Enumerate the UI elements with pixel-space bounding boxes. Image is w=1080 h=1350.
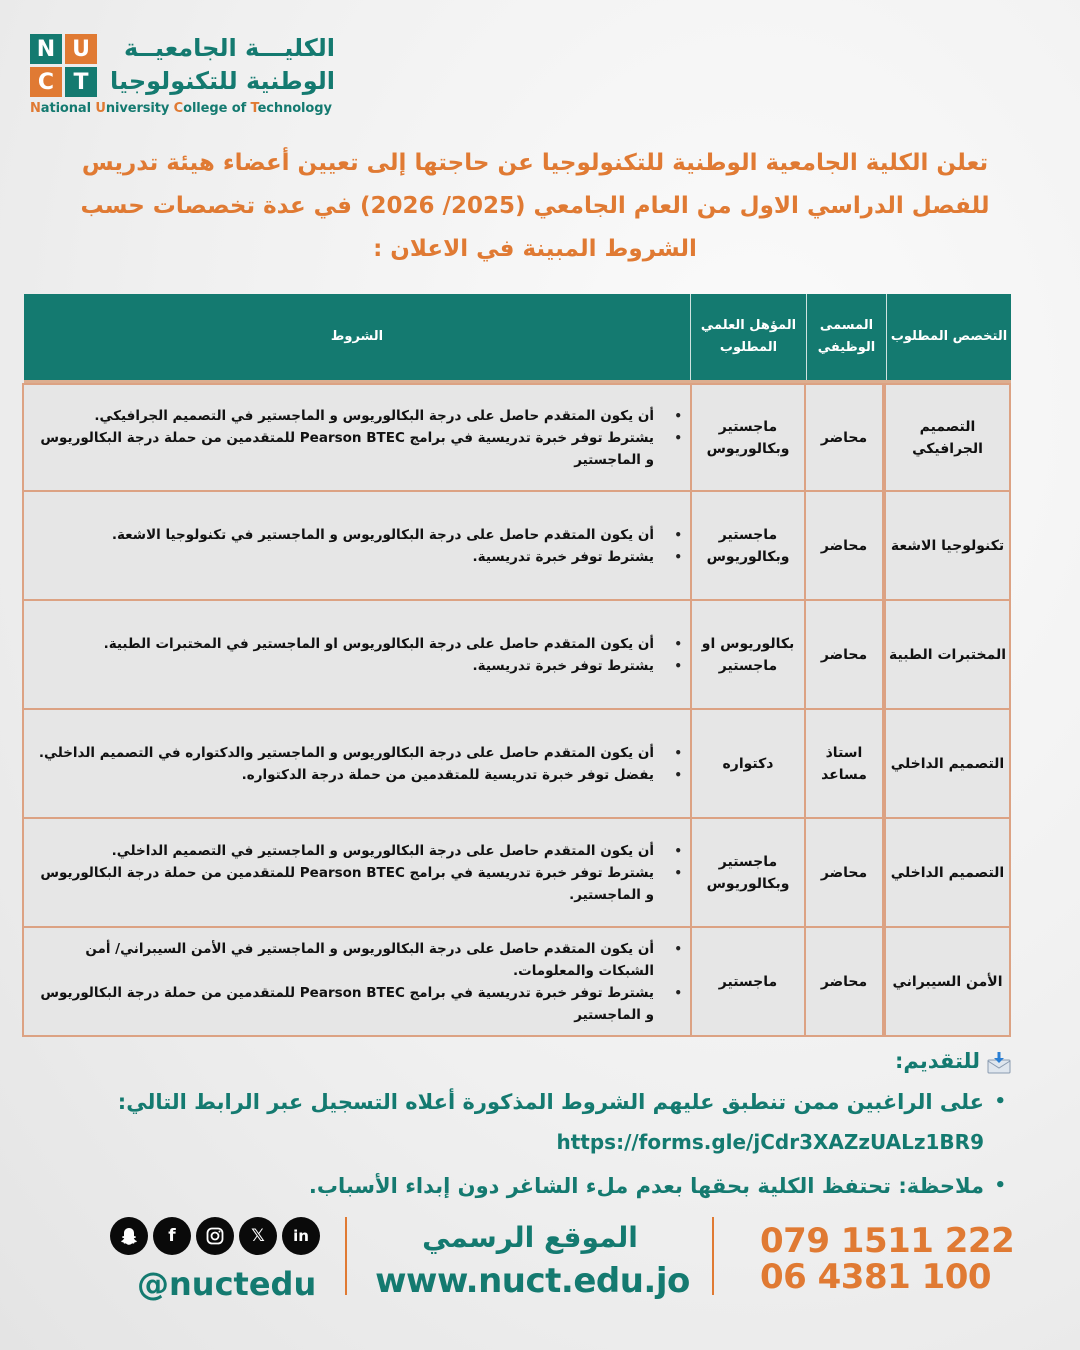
logo-en-part: U <box>95 101 106 116</box>
cell-specialization: التصميم الداخلي <box>884 817 1011 928</box>
cell-conditions <box>22 817 692 928</box>
table-row <box>24 710 1011 819</box>
cell-qualification: بكالوريوس او ماجستير <box>690 599 806 710</box>
logo-arabic-line-1: الكليـــة الجامعيــة <box>123 34 335 62</box>
header-specialization: التخصص المطلوب <box>886 294 1011 380</box>
table-row <box>24 383 1011 492</box>
apply-instruction: • على الراغبين ممن تنطبق عليهم الشروط المذكورة أعلاه التسجيل عبر الرابط التالي: <box>24 1082 1010 1122</box>
phone-mobile[interactable]: 079 1511 222 <box>760 1221 1015 1261</box>
table-header <box>24 294 1011 380</box>
logo-en-part: ollege of <box>183 101 251 116</box>
contact-footer <box>0 1205 1080 1310</box>
logo-letter-c: C <box>30 67 62 97</box>
cell-job-title: محاضر <box>804 383 884 492</box>
apply-section <box>24 1044 1010 1206</box>
facebook-icon[interactable]: f <box>153 1217 191 1255</box>
cell-conditions <box>22 490 692 601</box>
table-row <box>24 601 1011 710</box>
conditions-list <box>32 840 660 906</box>
logo-letter-t: T <box>65 67 97 97</box>
header-job-title: المسمى الوظيفي <box>806 294 886 380</box>
nuct-logo <box>30 34 335 119</box>
apply-title: للتقديم: <box>894 1049 980 1073</box>
apply-note: • ملاحظة: تحتفظ الكلية بحقها بعدم ملء الشاغر دون إبداء الأسباب. <box>24 1166 1010 1206</box>
instagram-icon[interactable] <box>196 1217 234 1255</box>
logo-en-part: niversity <box>105 101 174 116</box>
announcement-headline: تعلن الكلية الجامعية الوطنية للتكنولوجيا عن حاجتها إلى تعيين أعضاء هيئة تدريس للفصل الدراسي الاول من العام الجامعي (2025/ 2026) في عدة تخصصات حسب الشروط المبينة في الاعلان : <box>80 150 990 262</box>
cell-specialization: المختبرات الطبية <box>884 599 1011 710</box>
social-icons <box>110 1217 320 1255</box>
apply-note-list <box>24 1166 1010 1206</box>
divider <box>345 1217 347 1295</box>
cell-job-title: محاضر <box>804 599 884 710</box>
cell-specialization: الأمن السيبراني <box>884 926 1011 1037</box>
inbox-envelope-icon <box>986 1050 1012 1072</box>
cell-job-title: محاضر <box>804 817 884 928</box>
cell-qualification: ماجستير وبكالوريوس <box>690 490 806 601</box>
condition-item: • أن يكون المتقدم حاصل على درجة البكالوريوس و الماجستير في الأمن السيبراني/ أمن الشبكات والمعلومات. <box>32 938 660 982</box>
divider <box>712 1217 714 1295</box>
conditions-list <box>32 524 660 568</box>
condition-item: • أن يكون المتقدم حاصل على درجة البكالوريوس و الماجستير في التصميم الجرافيكي. <box>32 405 660 427</box>
condition-item: • أن يكون المتقدم حاصل على درجة البكالوريوس و الماجستير والدكتواره في التصميم الداخلي. <box>32 742 660 764</box>
conditions-list <box>32 405 660 471</box>
logo-en-part: T <box>250 101 258 116</box>
cell-conditions <box>22 383 692 492</box>
logo-letter-n: N <box>30 34 62 64</box>
cell-qualification: دكتواره <box>690 708 806 819</box>
logo-en-part: echnology <box>257 101 332 116</box>
cell-job-title: محاضر <box>804 490 884 601</box>
cell-qualification: ماجستير <box>690 926 806 1037</box>
condition-item: • أن يكون المتقدم حاصل على درجة البكالوريوس و الماجستير في التصميم الداخلي. <box>32 840 660 862</box>
logo-arabic-line-2: الوطنية للتكنولوجيا <box>110 67 335 95</box>
condition-item: • يشترط توفر خبرة تدريسية في برامج Pearson BTEC للمتقدمين من حملة درجة البكالوريوس و الماجستير <box>32 982 660 1026</box>
header-conditions: الشروط <box>330 329 384 344</box>
website-label: الموقع الرسمي <box>422 1221 638 1254</box>
conditions-list <box>32 742 660 786</box>
x-icon[interactable]: 𝕏 <box>239 1217 277 1255</box>
cell-conditions <box>22 599 692 710</box>
header-qualification: المؤهل العلمي المطلوب <box>690 294 806 380</box>
table-body <box>24 380 1011 1037</box>
logo-en-part: N <box>30 101 41 116</box>
logo-mark <box>30 34 97 97</box>
logo-en-part: ational <box>40 101 96 116</box>
conditions-list <box>32 633 660 677</box>
logo-en-part: C <box>173 101 184 116</box>
cell-job-title: استاذ مساعد <box>804 708 884 819</box>
social-handle[interactable]: @nuctedu <box>137 1265 317 1303</box>
condition-item: • يشترط توفر خبرة تدريسية. <box>32 546 660 568</box>
positions-table <box>24 294 1011 1037</box>
table-row <box>24 928 1011 1037</box>
phone-landline[interactable]: 06 4381 100 <box>760 1257 992 1297</box>
cell-specialization: التصميم الجرافيكي <box>884 383 1011 492</box>
condition-item: • يشترط توفر خبرة تدريسية. <box>32 655 660 677</box>
condition-item: • يشترط توفر خبرة تدريسية في برامج Pearson BTEC للمتقدمين من حملة درجة البكالوريوس و الماجستير <box>32 427 660 471</box>
cell-specialization: تكنولوجيا الاشعة <box>884 490 1011 601</box>
cell-specialization: التصميم الداخلي <box>884 708 1011 819</box>
cell-qualification: ماجستير وبكالوريوس <box>690 817 806 928</box>
application-form-link[interactable]: https://forms.gle/jCdr3XAZzUALz1BR9 <box>556 1130 984 1154</box>
snapchat-icon[interactable] <box>110 1217 148 1255</box>
website-link[interactable]: www.nuct.edu.jo <box>375 1261 690 1301</box>
condition-item: • أن يكون المتقدم حاصل على درجة البكالوريوس او الماجستير في المختبرات الطبية. <box>32 633 660 655</box>
condition-item: • أن يكون المتقدم حاصل على درجة البكالوريوس و الماجستير في تكنولوجيا الاشعة. <box>32 524 660 546</box>
conditions-list <box>32 938 660 1026</box>
logo-letter-u: U <box>65 34 97 64</box>
cell-job-title: محاضر <box>804 926 884 1037</box>
condition-item: • يشترط توفر خبرة تدريسية في برامج Pearson BTEC للمتقدمين من حملة درجة البكالوريوس و الماجستير. <box>32 862 660 906</box>
apply-heading <box>24 1044 1012 1078</box>
table-row <box>24 819 1011 928</box>
apply-list <box>24 1082 1010 1122</box>
table-row <box>24 492 1011 601</box>
cell-conditions <box>22 926 692 1037</box>
cell-conditions <box>22 708 692 819</box>
condition-item: • يفضل توفر خبرة تدريسية للمتقدمين من حملة درجة الدكتواره. <box>32 764 660 786</box>
linkedin-icon[interactable]: in <box>282 1217 320 1255</box>
cell-qualification: ماجستير وبكالوريوس <box>690 383 806 492</box>
logo-english-name <box>30 101 332 116</box>
